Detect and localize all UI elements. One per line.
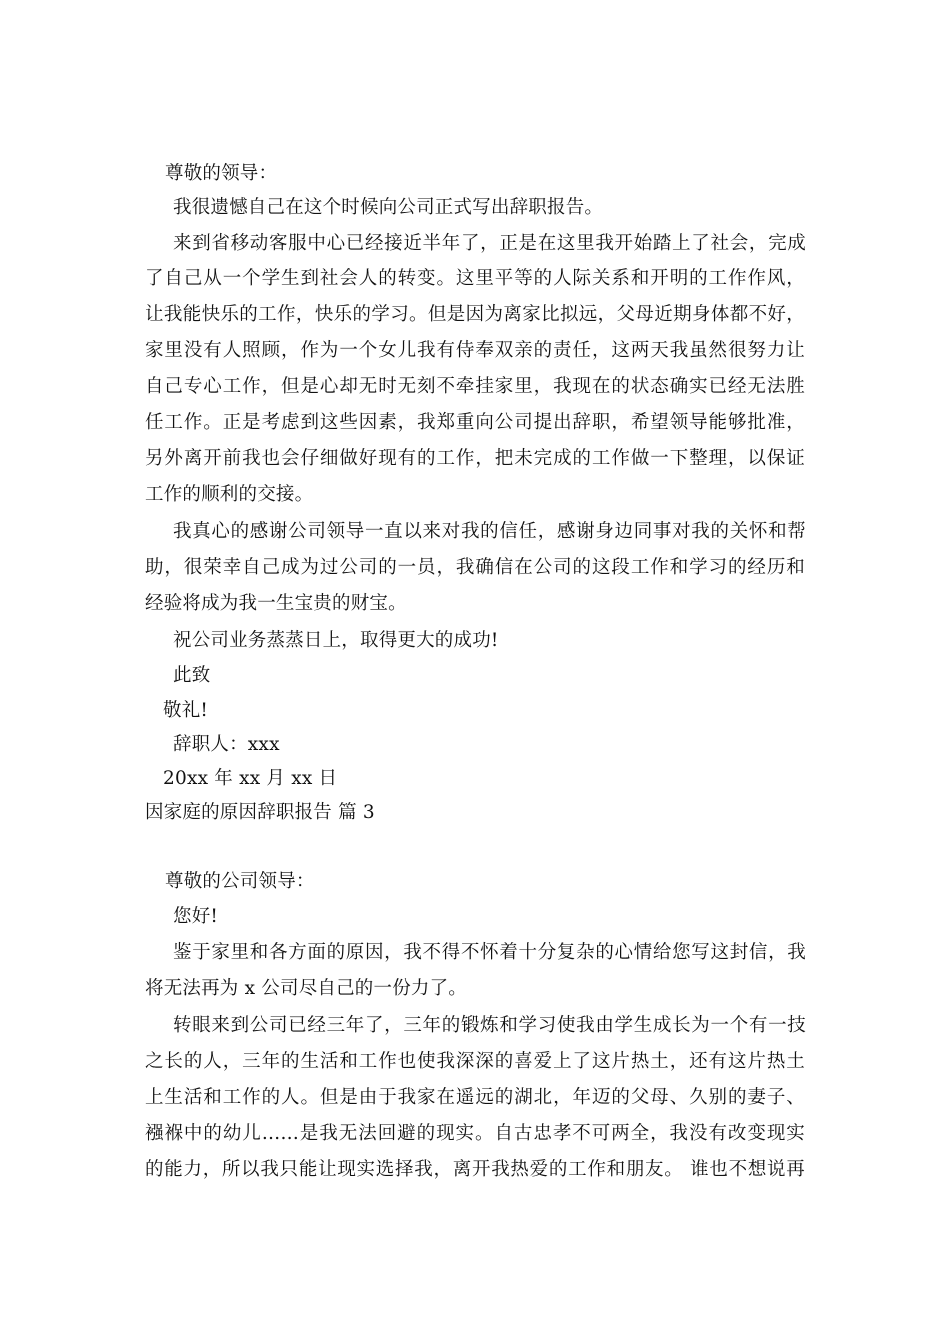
paragraph-line: 任工作。正是考虑到这些因素，我郑重向公司提出辞职，希望领导能够批准， bbox=[145, 412, 805, 433]
paragraph-line: 了自己从一个学生到社会人的转变。这里平等的人际关系和开明的工作作风， bbox=[145, 268, 805, 289]
paragraph-line: 上生活和工作的人。但是由于我家在遥远的湖北，年迈的父母、久别的妻子、 bbox=[145, 1087, 805, 1108]
greeting-line: 您好! bbox=[173, 906, 219, 927]
closing-line: 此致 bbox=[173, 665, 211, 686]
paragraph-line: 转眼来到公司已经三年了，三年的锻炼和学习使我由学生成长为一个有一技 bbox=[173, 1015, 806, 1036]
paragraph-line: 自己专心工作，但是心却无时无刻不牵挂家里，我现在的状态确实已经无法胜 bbox=[145, 376, 805, 397]
section-heading: 因家庭的原因辞职报告 篇 3 bbox=[145, 802, 375, 823]
paragraph-line: 助，很荣幸自己成为过公司的一员，我确信在公司的这段工作和学习的经历和 bbox=[145, 557, 805, 578]
paragraph-line: 另外离开前我也会仔细做好现有的工作，把未完成的工作做一下整理，以保证 bbox=[145, 448, 805, 469]
closing-line: 敬礼! bbox=[163, 700, 209, 721]
wish-line: 祝公司业务蒸蒸日上，取得更大的成功! bbox=[173, 630, 499, 651]
paragraph-line: 我真心的感谢公司领导一直以来对我的信任，感谢身边同事对我的关怀和帮 bbox=[173, 521, 806, 542]
paragraph-line: 家里没有人照顾，作为一个女儿我有侍奉双亲的责任，这两天我虽然很努力让 bbox=[145, 340, 805, 361]
date-line: 20xx 年 xx 月 xx 日 bbox=[163, 768, 338, 789]
paragraph-line: 让我能快乐的工作，快乐的学习。但是因为离家比拟远，父母近期身体都不好， bbox=[145, 304, 805, 325]
paragraph-line: 来到省移动客服中心已经接近半年了，正是在这里我开始踏上了社会，完成 bbox=[173, 233, 806, 254]
paragraph-line: 之长的人，三年的生活和工作也使我深深的喜爱上了这片热土，还有这片热土 bbox=[145, 1051, 805, 1072]
paragraph-line: 我很遗憾自己在这个时候向公司正式写出辞职报告。 bbox=[173, 197, 604, 218]
paragraph-line: 的能力，所以我只能让现实选择我，离开我热爱的工作和朋友。 谁也不想说再 bbox=[145, 1159, 805, 1180]
paragraph-line: 经验将成为我一生宝贵的财宝。 bbox=[145, 593, 407, 614]
paragraph-line: 将无法再为 x 公司尽自己的一份力了。 bbox=[145, 978, 467, 999]
paragraph-line: 襁褓中的幼儿……是我无法回避的现实。自古忠孝不可两全，我没有改变现实 bbox=[145, 1123, 805, 1144]
salutation: 尊敬的公司领导： bbox=[165, 871, 315, 892]
salutation: 尊敬的领导： bbox=[165, 163, 278, 184]
paragraph-line: 鉴于家里和各方面的原因，我不得不怀着十分复杂的心情给您写这封信，我 bbox=[173, 942, 806, 963]
signer-line: 辞职人：xxx bbox=[173, 734, 280, 755]
paragraph-line: 工作的顺利的交接。 bbox=[145, 484, 314, 505]
